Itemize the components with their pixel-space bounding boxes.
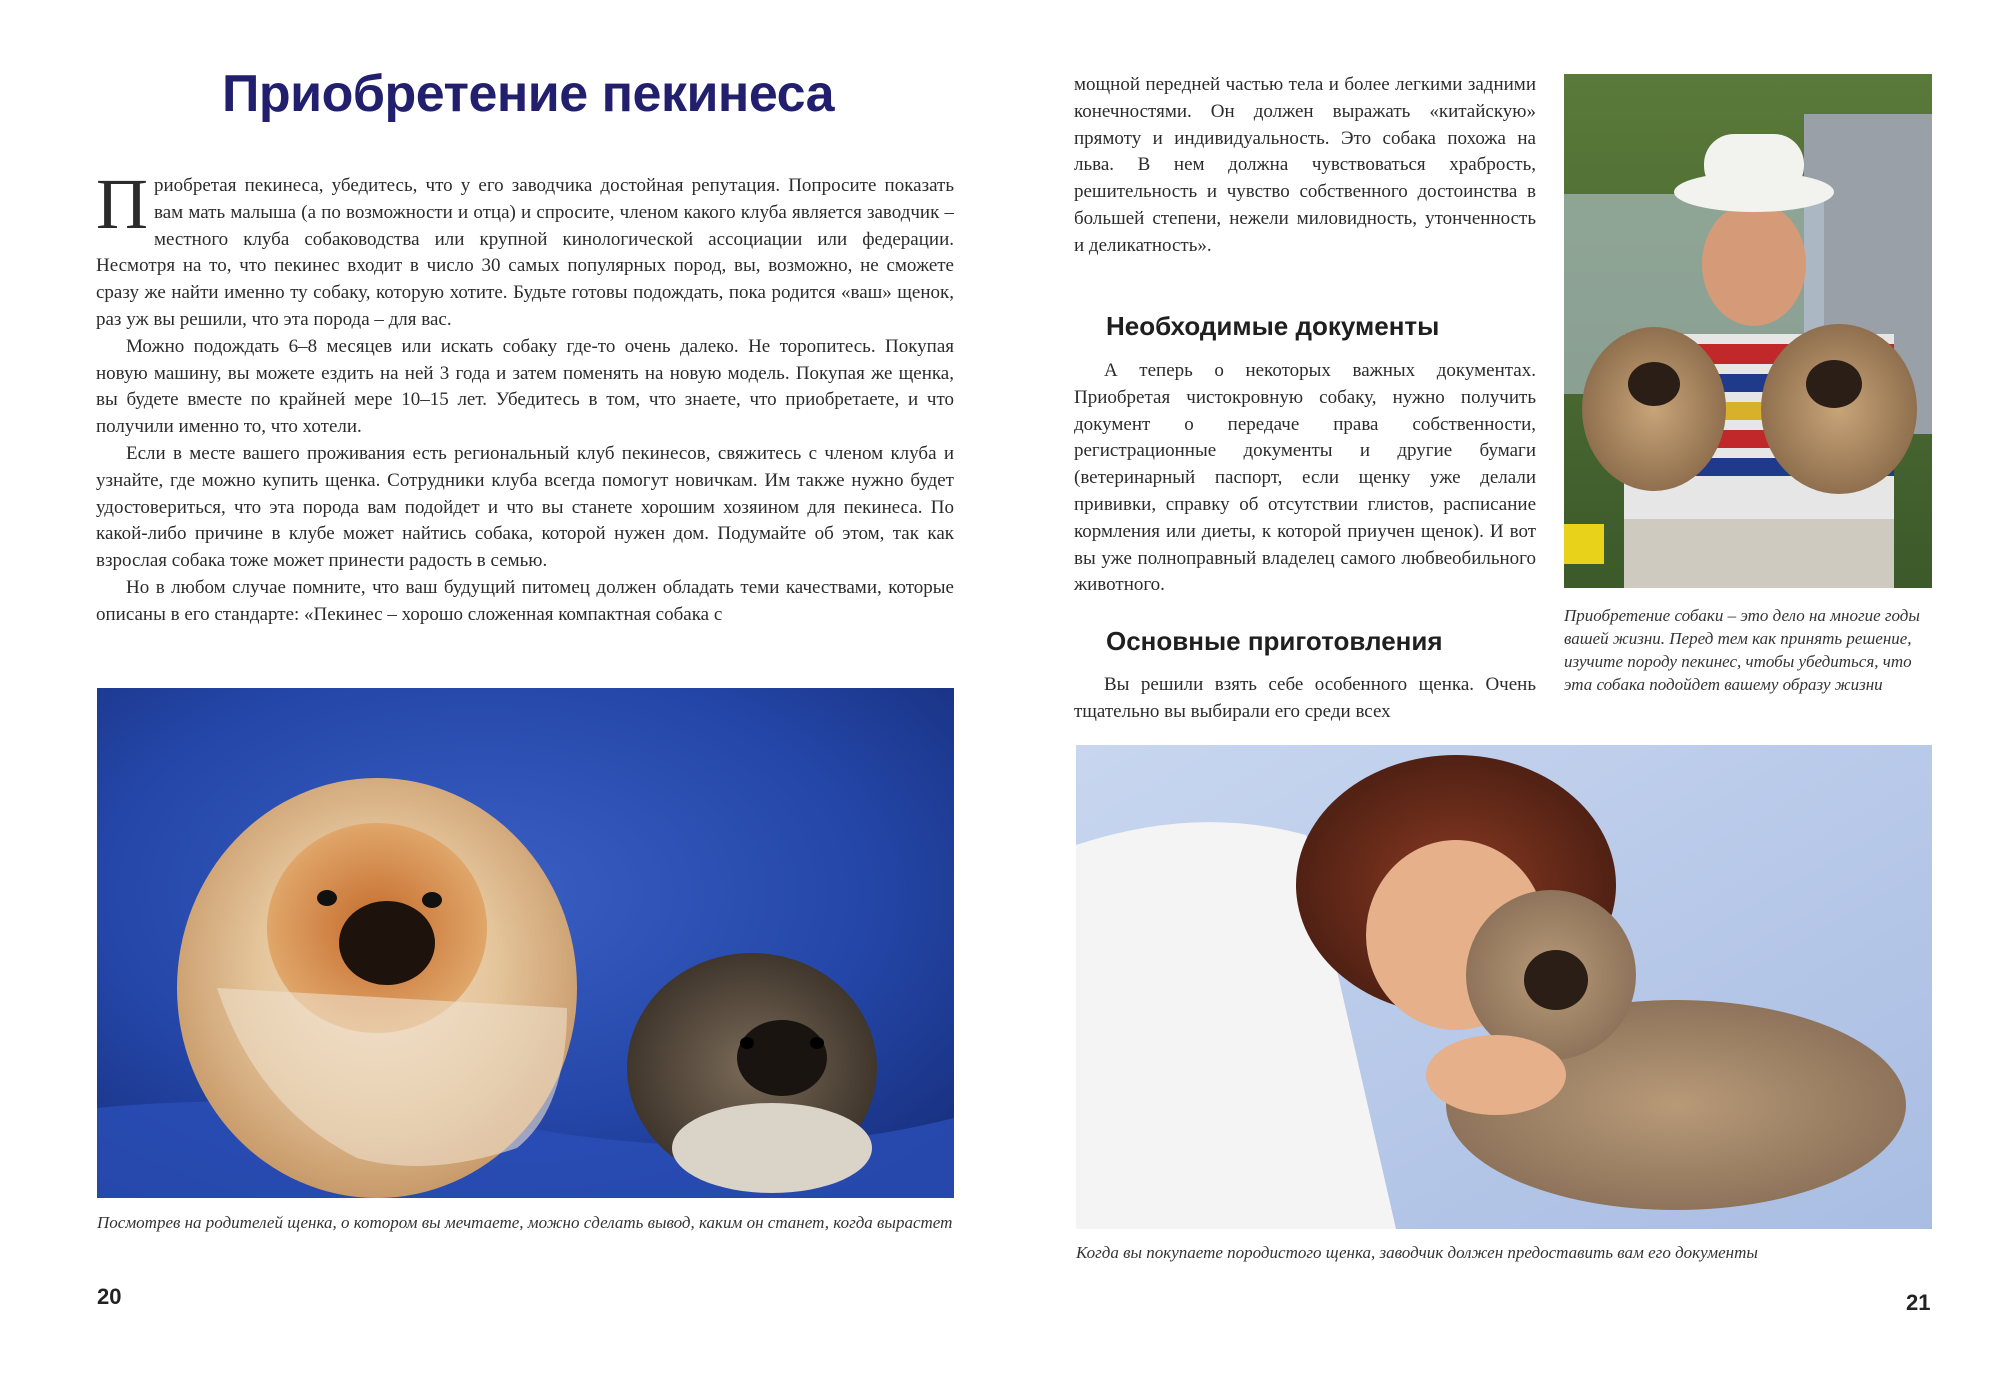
section-heading-preparations: Основные приготовления [1106,626,1443,656]
page-number-right: 21 [1906,1290,1931,1315]
page-number-left: 20 [97,1284,122,1309]
paragraph-1: Приобретая пекинеса, убедитесь, что у его заводчика достойная репутация. Попросите показать вам мать малыша (а по возможности и отца) и спросите, членом какого клуба является заводчик – местного клуба собаководства или крупной кинологической ассоциации или федерации. Несмотря на то, что пекинес входит в число 30 самых популярных пород, вы, возможно, не сможете сразу же найти именно ту собаку, которую хотите. Будьте готовы подождать, пока родится «ваш» щенок, раз уж вы решили, что эта порода – для вас. [96,164,954,330]
page-title: Приобретение пекинеса [222,65,835,123]
left-photo-caption: Посмотрев на родителей щенка, о котором вы мечтаете, можно сделать вывод, каким он станет, когда вырастет [97,1213,953,1232]
left-text-column [96,164,954,629]
right-page [1000,0,2000,1381]
paragraph-4: Но в любом случае помните, что ваш будущий питомец должен обладать теми качествами, которые описаны в его стандарте: «Пекинес – хорошо сложенная компактная собака с [96,576,954,625]
bottom-photo-caption: Когда вы покупаете породистого щенка, заводчик должен предоставить вам его документы [1076,1243,1758,1262]
paragraph-3: Если в месте вашего проживания есть региональный клуб пекинесов, свяжитесь с членом клуба и узнайте, где можно купить щенка. Сотрудники клуба всегда помогут новичкам. Им также нужно будет удостовериться, что эта порода вам подойдет и что вы станете хорошим хозяином для пекинеса. По какой-либо причине в клубе может найтись собака, которой нужен дом. Подумайте об этом, так как взрослая собака тоже может принести радость в семью. [96,442,954,572]
side-photo-caption: Приобретение собаки – это дело на многие годы вашей жизни. Перед тем как принять решение, изучите породу пекинес, чтобы убедиться, что эта собака подойдет вашему образу жизни [1564,606,1920,694]
drop-cap: П [96,164,148,244]
preparations-text: Вы решили взять себе особенного щенка. Очень тщательно вы выбирали его среди всех [1074,674,1536,722]
right-intro-text: мощной передней частью тела и более легкими задними конечностями. Он должен выражать «китайскую» прямоту и индивидуальность. Это собака похожа на льва. В нем должна чувствоваться храбрость, решительность и чувство собственного достоинства в большей степени, нежели миловидность, утонченность и деликатность». [1074,74,1536,256]
paragraph-2: Можно подождать 6–8 месяцев или искать собаку где-то очень далеко. Не торопитесь. Покупая новую машину, вы можете ездить на ней 3 года и затем поменять на новую модель. Покупая же щенка, вы будете вместе по крайней мере 10–15 лет. Убедитесь в том, что знаете, что приобретаете, и что получили именно то, что хотели. [96,335,954,438]
woman-hugging-puppy-photo [1076,745,1932,1229]
man-with-two-pekingese-photo [1564,74,1932,588]
pekingese-adult-and-puppy-photo [97,688,954,1198]
documents-text: А теперь о некоторых важных документах. Приобретая чистокровную собаку, нужно получить документ о передаче права собственности, регистрационные документы и другие бумаги (ветеринарный паспорт, если щенку уже делали прививки, справку об отсутствии глистов, расписание кормления или диеты, к которой приучен щенок). И вот вы уже полноправный владелец самого любвеобильного животного. [1074,360,1536,596]
section-heading-documents: Необходимые документы [1106,311,1440,341]
